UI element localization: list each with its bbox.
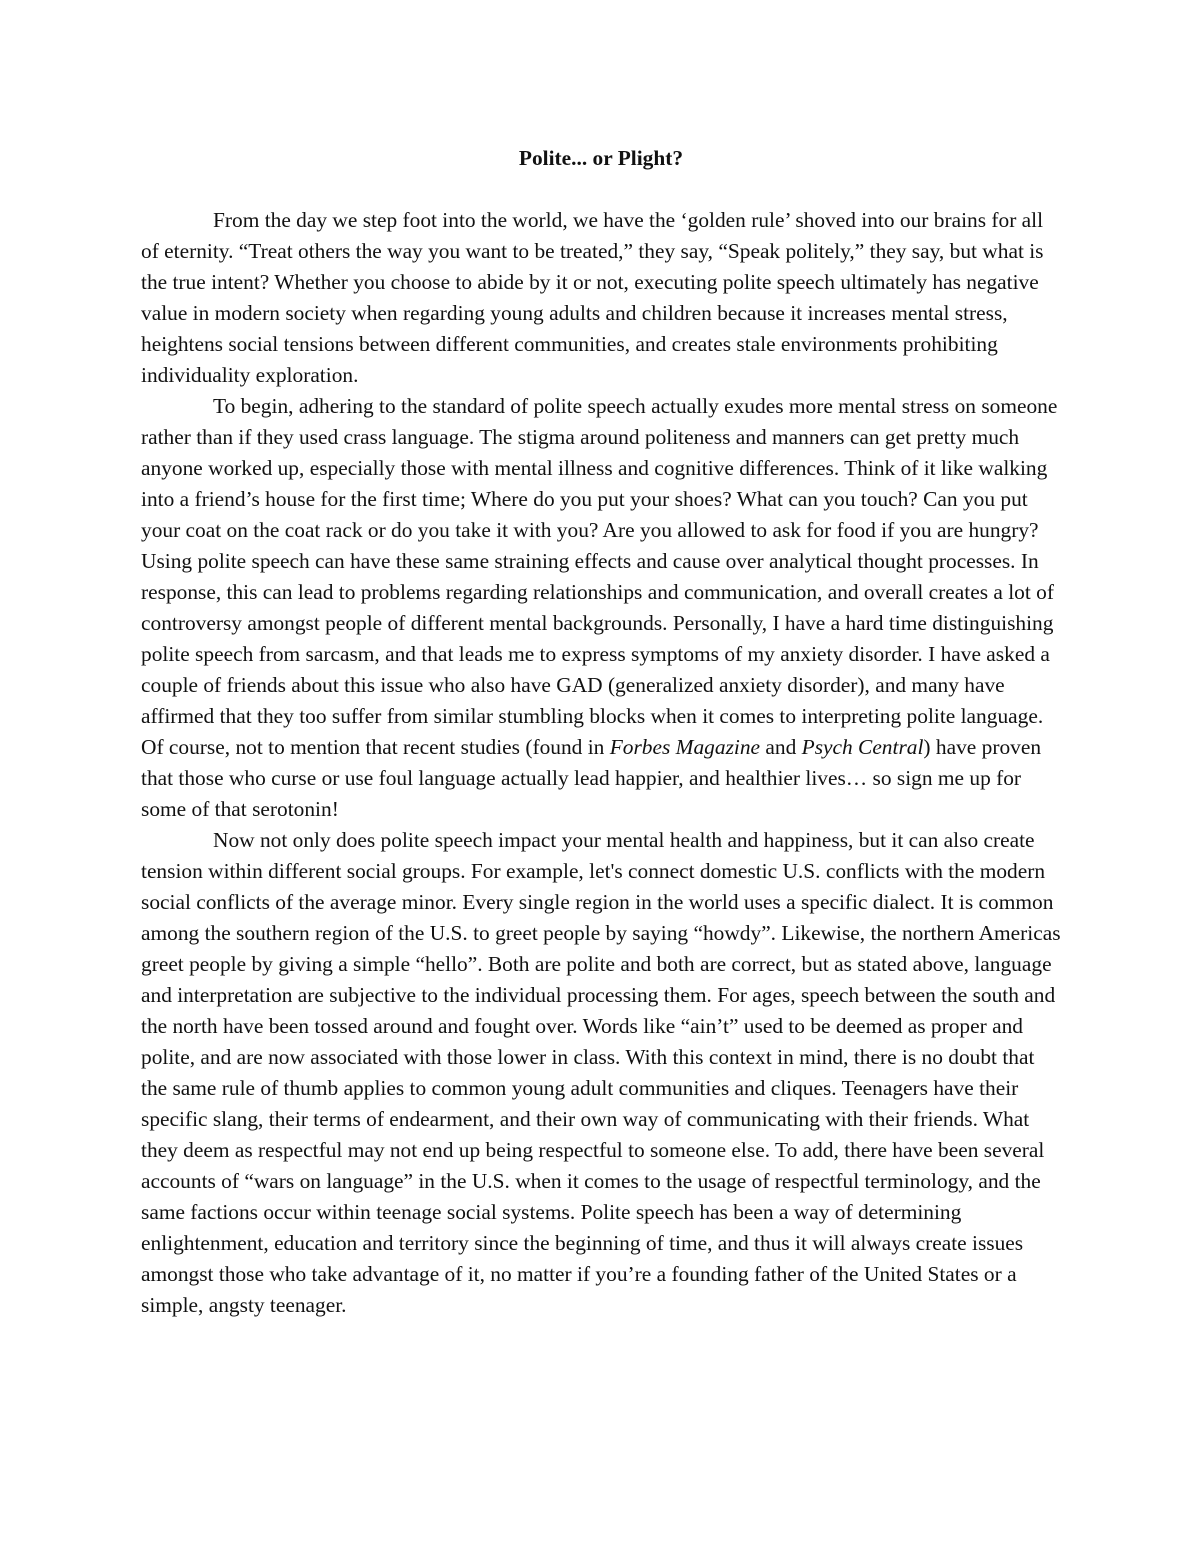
paragraph-text: To begin, adhering to the standard of polite speech actually exudes more mental stress on someone rather than if they used crass language. The stigma around politeness and manners can get pretty much anyone worked up, especially those with mental illness and cognitive differences. Think of it like walking into a friend’s house for the first time; Where do you put your shoes? What can you touch? Can you put your coat on the coat rack or do you take it with you? Are you allowed to ask for food if you are hungry? Using polite speech can have these same straining effects and cause over analytical thought processes. In response, this can lead to problems regarding relationships and communication, and overall creates a lot of controversy amongst people of different mental backgrounds. Personally, I have a hard time distinguishing polite speech from sarcasm, and that leads me to express symptoms of my anxiety disorder. I have asked a couple of friends about this issue who also have GAD (generalized anxiety disorder), and many have affirmed that they too suffer from similar stumbling blocks when it comes to interpreting polite language. Of course, not to mention that recent studies (found in [141, 394, 1058, 759]
citation-forbes-magazine: Forbes Magazine [609, 735, 761, 759]
paragraph-text: Now not only does polite speech impact your mental health and happiness, but it can also create tension within different social groups. For example, let's connect domestic U.S. conflicts with the modern social conflicts of the average minor. Every single region in the world uses a specific dialect. It is common among the southern region of the U.S. to greet people by saying “howdy”. Likewise, the northern Americas greet people by giving a simple “hello”. Both are polite and both are correct, but as stated above, language and interpretation are subjective to the individual processing them. For ages, speech between the south and the north have been tossed around and fought over. Words like “ain’t” used to be deemed as proper and polite, and are now associated with those lower in class. With this context in mind, there is no doubt that the same rule of thumb applies to common young adult communities and cliques. Teenagers have their specific slang, their terms of endearment, and their own way of communicating with their friends. What they deem as respectful may not end up being respectful to someone else. To add, there have been several accounts of “wars on language” in the U.S. when it comes to the usage of respectful terminology, and the same factions occur within teenage social systems. Polite speech has been a way of determining enlightenment, education and territory since the beginning of time, and thus it will always create issues amongst those who take advantage of it, no matter if you’re a founding father of the United States or a simple, angsty teenager. [141, 828, 1061, 1317]
document-body [141, 143, 1061, 1321]
paragraph-text: ) have proven that those who curse or use foul language actually lead happier, and healthier lives… so sign me up for some of that serotonin! [141, 735, 1042, 821]
paragraph-social-tension [141, 825, 1061, 1321]
paragraph-text: From the day we step foot into the world, we have the ‘golden rule’ shoved into our brains for all of eternity. “Treat others the way you want to be treated,” they say, “Speak politely,” they say, but what is the true intent? Whether you choose to abide by it or not, executing polite speech ultimately has negative value in modern society when regarding young adults and children because it increases mental stress, heightens social tensions between different communities, and creates stale environments prohibiting individuality exploration. [141, 208, 1044, 387]
paragraph-text: and [760, 735, 802, 759]
citation-psych-central: Psych Central [801, 735, 924, 759]
paragraph-mental-stress [141, 391, 1061, 825]
paragraph-intro [141, 205, 1061, 391]
document-title: Polite... or Plight? [518, 146, 684, 170]
